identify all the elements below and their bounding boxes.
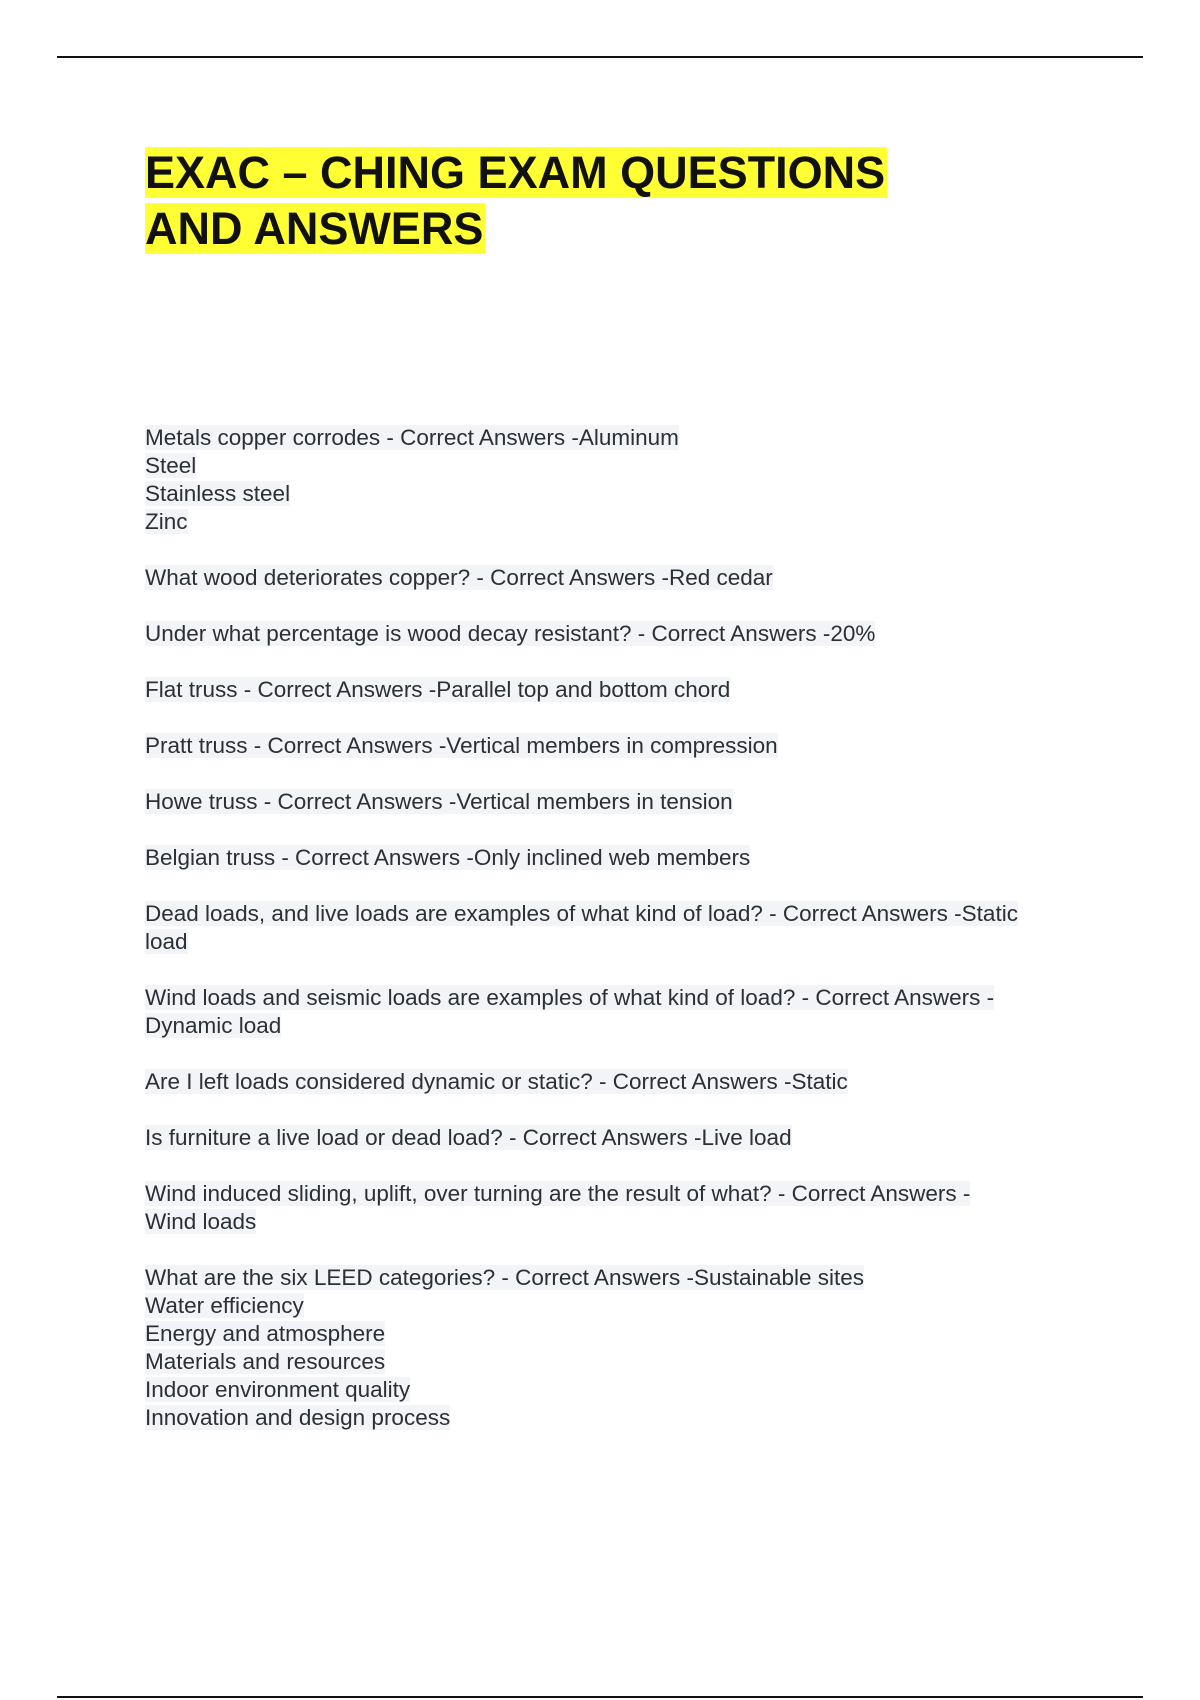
qa-text: Belgian truss - Correct Answers -Only inclined web members [145,845,751,870]
qa-answer-line [145,1404,1095,1432]
qa-text: What are the six LEED categories? - Correct Answers -Sustainable sites [145,1265,865,1290]
qa-text: Flat truss - Correct Answers -Parallel top and bottom chord [145,677,731,702]
qa-item [145,788,1095,816]
header-rule [57,56,1143,58]
qa-answer-line [145,1208,1095,1236]
qa-question-line [145,1068,1095,1096]
qa-question-line [145,424,1095,452]
qa-question-line [145,620,1095,648]
qa-text: Are I left loads considered dynamic or static? - Correct Answers -Static [145,1069,848,1094]
qa-question-line [145,788,1095,816]
qa-question-line [145,984,1095,1012]
qa-text: Metals copper corrodes - Correct Answers -Aluminum [145,425,679,450]
qa-item [145,620,1095,648]
qa-text: Zinc [145,509,188,534]
qa-text: Wind loads [145,1209,257,1234]
title-line-2: AND ANSWERS [145,203,484,254]
qa-question-line [145,1264,1095,1292]
qa-question-line [145,1180,1095,1208]
qa-list [145,424,1095,1460]
qa-question-line [145,844,1095,872]
qa-answer-line [145,1292,1095,1320]
qa-item [145,1124,1095,1152]
qa-text: Is furniture a live load or dead load? - Correct Answers -Live load [145,1125,792,1150]
qa-text: Materials and resources [145,1349,386,1374]
qa-item [145,984,1095,1040]
page-title [145,145,1105,257]
qa-question-line [145,676,1095,704]
qa-text: Wind induced sliding, uplift, over turning are the result of what? - Correct Answers - [145,1181,971,1206]
qa-text: Steel [145,453,197,478]
qa-text: Dynamic load [145,1013,282,1038]
qa-text: Pratt truss - Correct Answers -Vertical members in compression [145,733,778,758]
qa-text: load [145,929,188,954]
qa-item [145,844,1095,872]
qa-answer-line [145,928,1095,956]
qa-text: Under what percentage is wood decay resistant? - Correct Answers -20% [145,621,876,646]
qa-item [145,424,1095,536]
qa-text: Indoor environment quality [145,1377,411,1402]
qa-item [145,1264,1095,1432]
qa-answer-line [145,1320,1095,1348]
qa-question-line [145,900,1095,928]
qa-text: Innovation and design process [145,1405,451,1430]
qa-answer-line [145,508,1095,536]
title-line-1: EXAC – CHING EXAM QUESTIONS [145,147,886,198]
qa-text: Water efficiency [145,1293,304,1318]
qa-text: Wind loads and seismic loads are examples of what kind of load? - Correct Answers - [145,985,995,1010]
qa-answer-line [145,1376,1095,1404]
qa-question-line [145,732,1095,760]
qa-answer-line [145,1348,1095,1376]
footer-rule [57,1696,1143,1698]
qa-text: What wood deteriorates copper? - Correct Answers -Red cedar [145,565,773,590]
qa-item [145,1180,1095,1236]
qa-answer-line [145,452,1095,480]
qa-question-line [145,564,1095,592]
qa-answer-line [145,1012,1095,1040]
qa-text: Dead loads, and live loads are examples of what kind of load? - Correct Answers -Static [145,901,1018,926]
qa-answer-line [145,480,1095,508]
qa-item [145,1068,1095,1096]
qa-item [145,676,1095,704]
qa-question-line [145,1124,1095,1152]
qa-text: Stainless steel [145,481,291,506]
qa-item [145,732,1095,760]
qa-item [145,564,1095,592]
qa-item [145,900,1095,956]
qa-text: Howe truss - Correct Answers -Vertical members in tension [145,789,733,814]
qa-text: Energy and atmosphere [145,1321,386,1346]
